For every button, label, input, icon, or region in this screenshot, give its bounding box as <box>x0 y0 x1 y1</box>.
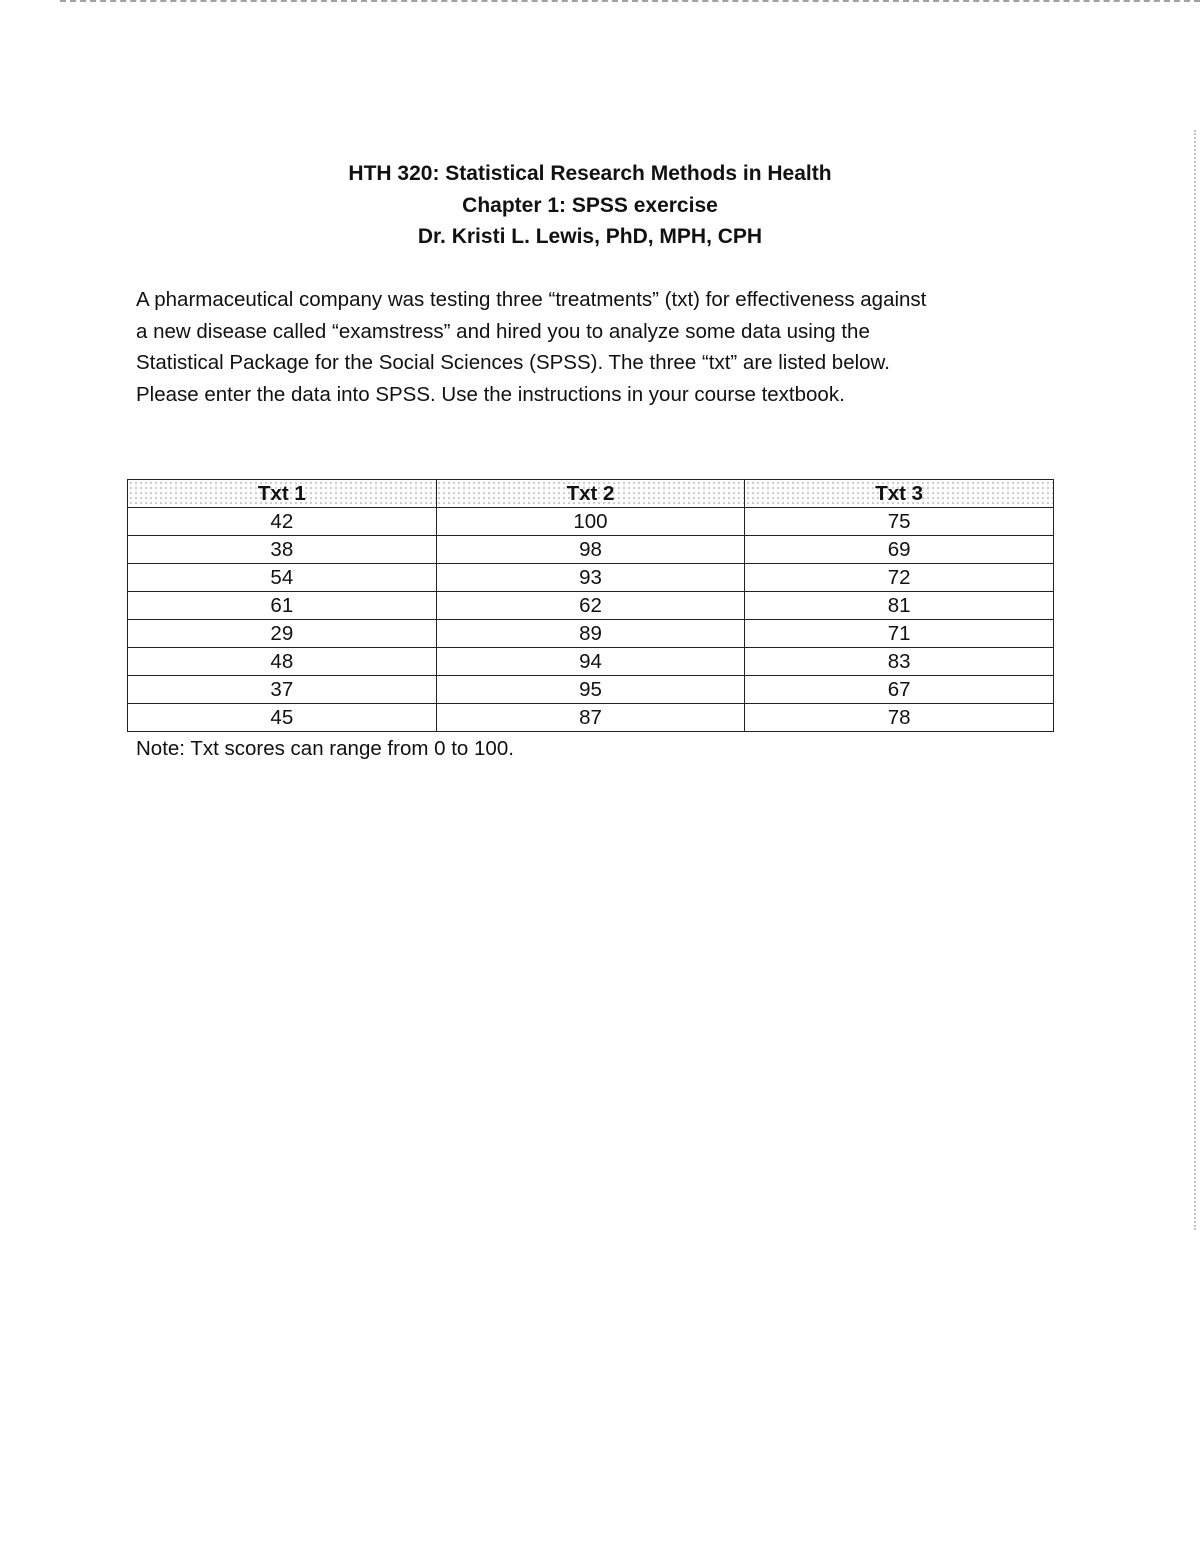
table-row <box>128 592 1054 620</box>
table-cell: 67 <box>745 676 1054 704</box>
table-row <box>128 676 1054 704</box>
table-cell: 45 <box>128 704 437 732</box>
table-cell: 69 <box>745 536 1054 564</box>
intro-line: A pharmaceutical company was testing three “treatments” (txt) for effectiveness against <box>136 288 927 311</box>
table-cell: 100 <box>436 508 745 536</box>
table-row <box>128 704 1054 732</box>
table-cell: 75 <box>745 508 1054 536</box>
table-note: Note: Txt scores can range from 0 to 100. <box>136 737 514 760</box>
table-cell: 42 <box>128 508 437 536</box>
table-cell: 71 <box>745 620 1054 648</box>
document-heading <box>0 158 1180 253</box>
table-cell: 62 <box>436 592 745 620</box>
table-row <box>128 564 1054 592</box>
table-cell: 89 <box>436 620 745 648</box>
scan-right-edge <box>1191 130 1196 1230</box>
table-header-row <box>128 480 1054 508</box>
intro-line: Please enter the data into SPSS. Use the instructions in your course textbook. <box>136 382 845 406</box>
table-cell: 95 <box>436 676 745 704</box>
table-cell: 48 <box>128 648 437 676</box>
table-cell: 37 <box>128 676 437 704</box>
chapter-subtitle: Chapter 1: SPSS exercise <box>462 193 718 217</box>
author-line: Dr. Kristi L. Lewis, PhD, MPH, CPH <box>417 225 763 248</box>
table-row <box>128 620 1054 648</box>
table-cell: 38 <box>128 536 437 564</box>
table-cell: 78 <box>745 704 1054 732</box>
treatment-data-table <box>127 479 1054 732</box>
intro-paragraph <box>136 284 1066 410</box>
column-header: Txt 3 <box>745 480 1054 508</box>
table-cell: 93 <box>436 564 745 592</box>
table-cell: 87 <box>436 704 745 732</box>
table-cell: 54 <box>128 564 437 592</box>
table-cell: 94 <box>436 648 745 676</box>
column-header: Txt 1 <box>128 480 437 508</box>
table-cell: 81 <box>745 592 1054 620</box>
course-title: HTH 320: Statistical Research Methods in Health <box>348 162 832 185</box>
scan-top-edge <box>60 0 1200 4</box>
table-row <box>128 508 1054 536</box>
table-row <box>128 536 1054 564</box>
table-cell: 98 <box>436 536 745 564</box>
intro-line: a new disease called “examstress” and hired you to analyze some data using the <box>136 319 870 343</box>
intro-line: Statistical Package for the Social Sciences (SPSS). The three “txt” are listed below. <box>136 351 890 374</box>
table-cell: 61 <box>128 592 437 620</box>
table-cell: 83 <box>745 648 1054 676</box>
table-cell: 29 <box>128 620 437 648</box>
table-cell: 72 <box>745 564 1054 592</box>
table-row <box>128 648 1054 676</box>
column-header: Txt 2 <box>436 480 745 508</box>
